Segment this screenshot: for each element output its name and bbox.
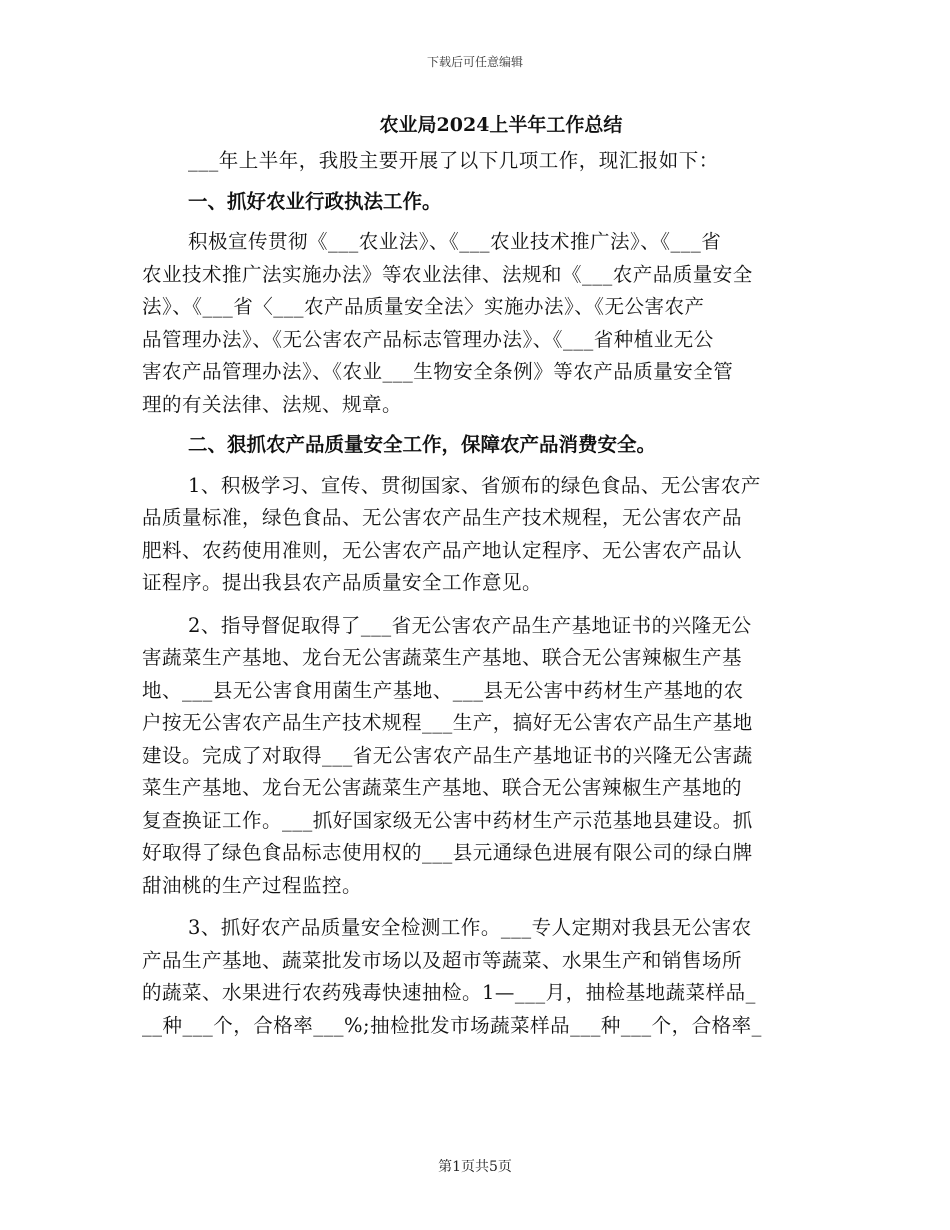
text-line: 户按无公害农产品生产技术规程___生产，搞好无公害农产品生产基地 — [142, 711, 753, 734]
page-header: 下载后可任意编辑 — [426, 55, 523, 69]
text-line: 甜油桃的生产过程监控。 — [142, 873, 363, 897]
text-line: 产品生产基地、蔬菜批发市场以及超市等蔬菜、水果生产和销售场所 — [142, 948, 743, 972]
text-line: __种___个，合格率___%;抽检批发市场蔬菜样品___种___个，合格率_ — [142, 1013, 762, 1037]
text-line: 1、积极学习、宣传、贯彻国家、省颁布的绿色食品、无公害农产 — [188, 473, 761, 497]
section2-paragraph-3 — [142, 912, 810, 1042]
text-line: 3、抓好农产品质量安全检测工作。___专人定期对我县无公害农 — [188, 916, 752, 939]
section1-heading: 一、抓好农业行政执法工作。 — [188, 189, 442, 213]
section1-paragraph — [142, 226, 810, 421]
text-line: 害蔬菜生产基地、龙台无公害蔬菜生产基地、联合无公害辣椒生产基 — [142, 646, 743, 669]
text-line: 复查换证工作。___抓好国家级无公害中药材生产示范基地县建设。抓 — [142, 808, 753, 832]
text-line: 地、___县无公害食用菌生产基地、___县无公害中药材生产基地的农 — [142, 678, 744, 702]
text-line: 证程序。提出我县农产品质量安全工作意见。 — [142, 571, 543, 594]
text-line: 的蔬菜、水果进行农药残毒快速抽检。1—___月，抽检基地蔬菜样品_ — [142, 981, 756, 1004]
text-line: 害农产品管理办法》、《农业___生物安全条例》等农产品质量安全管 — [142, 360, 734, 383]
document-body — [142, 105, 810, 1042]
intro-paragraph: ___年上半年，我股主要开展了以下几项工作，现汇报如下： — [188, 149, 719, 172]
section2-paragraph-2 — [142, 610, 810, 903]
text-line: 法》、《___省〈___农产品质量安全法〉实施办法》、《无公害农产 — [142, 295, 705, 318]
text-line: 建设。完成了对取得___省无公害农产品生产基地证书的兴隆无公害蔬 — [142, 743, 753, 767]
text-line: 肥料、农药使用准则，无公害农产品产地认定程序、无公害农产品认 — [142, 538, 743, 562]
text-line: 菜生产基地、龙台无公害蔬菜生产基地、联合无公害辣椒生产基地的 — [142, 776, 743, 799]
section2-heading: 二、狠抓农产品质量安全工作，保障农产品消费安全。 — [188, 433, 657, 456]
page-footer: 第1页共5页 — [438, 1159, 512, 1175]
section2-paragraph-1 — [142, 470, 810, 600]
text-line: 2、指导督促取得了___省无公害农产品生产基地证书的兴隆无公 — [188, 613, 752, 637]
document-title: 农业局2024上半年工作总结 — [379, 114, 623, 136]
text-line: 积极宣传贯彻《___农业法》、《___农业技术推广法》、《___省 — [188, 230, 722, 253]
text-line: 品管理办法》、《无公害农产品标志管理办法》、《___省种植业无公 — [142, 327, 714, 351]
text-line: 农业技术推广法实施办法》等农业法律、法规和《___农产品质量安全 — [142, 262, 753, 286]
text-line: 品质量标准，绿色食品、无公害农产品生产技术规程，无公害农产品 — [142, 506, 743, 529]
text-line: 好取得了绿色食品标志使用权的___县元通绿色进展有限公司的绿白牌 — [142, 841, 753, 864]
text-line: 理的有关法律、法规、规章。 — [142, 392, 403, 416]
